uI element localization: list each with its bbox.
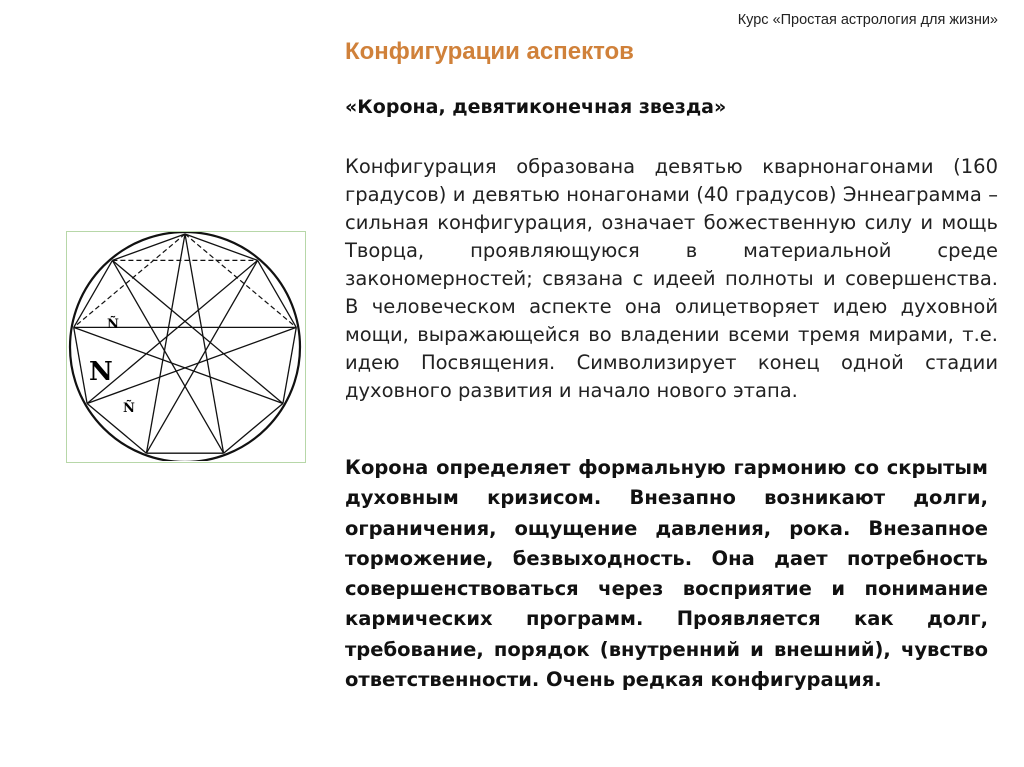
enneagram-diagram [66,231,306,463]
dashed-lines [74,234,297,327]
star-line [112,260,283,403]
star-lines [74,234,297,453]
label-n-tilde-bottom: Ñ [123,401,135,416]
description-paragraph: Конфигурация образована девятью кварнонагонами (160 градусов) и девятью нонагонами (40 градусов) Эннеаграмма – сильная конфигурация, означает божественную силу и мощь Творца, проявляющуюся в материальной среде закономерностей; связана с идеей полноты и совершенства. В человеческом аспекте она олицетворяет идею духовной мощи, выражающейся во владении всеми тремя мирами, т.е. идею Посвящения. Символизирует конец одной стадии духовного развития и начало нового этапа. [345,155,998,402]
page-title: Конфигурации аспектов [345,38,634,65]
nonagon-edge [87,404,146,454]
configuration-subtitle: «Корона, девятиконечная звезда» [345,96,727,118]
zodiac-circle [70,232,300,461]
nonagon-edge [258,260,297,327]
label-n-center: N [89,357,113,387]
course-name: Курс «Простая астрология для жизни» [737,12,998,28]
star-line [87,327,296,403]
label-n-tilde-top: Ñ [107,317,119,332]
interpretation-paragraph: Корона определяет формальную гармонию со скрытым духовным кризисом. Внезапно возникают долги, ограничения, ощущение давления, рока. Внезапное торможение, безвыходность. Она дает потребность совершенствоваться через восприятие и понимание кармических программ. Проявляется как долг, требование, порядок (внутренний и внешний), чувство ответственности. Очень редкая конфигурация. [345,456,988,692]
nonagon-edge [224,404,283,454]
enneagram-svg [67,232,304,461]
